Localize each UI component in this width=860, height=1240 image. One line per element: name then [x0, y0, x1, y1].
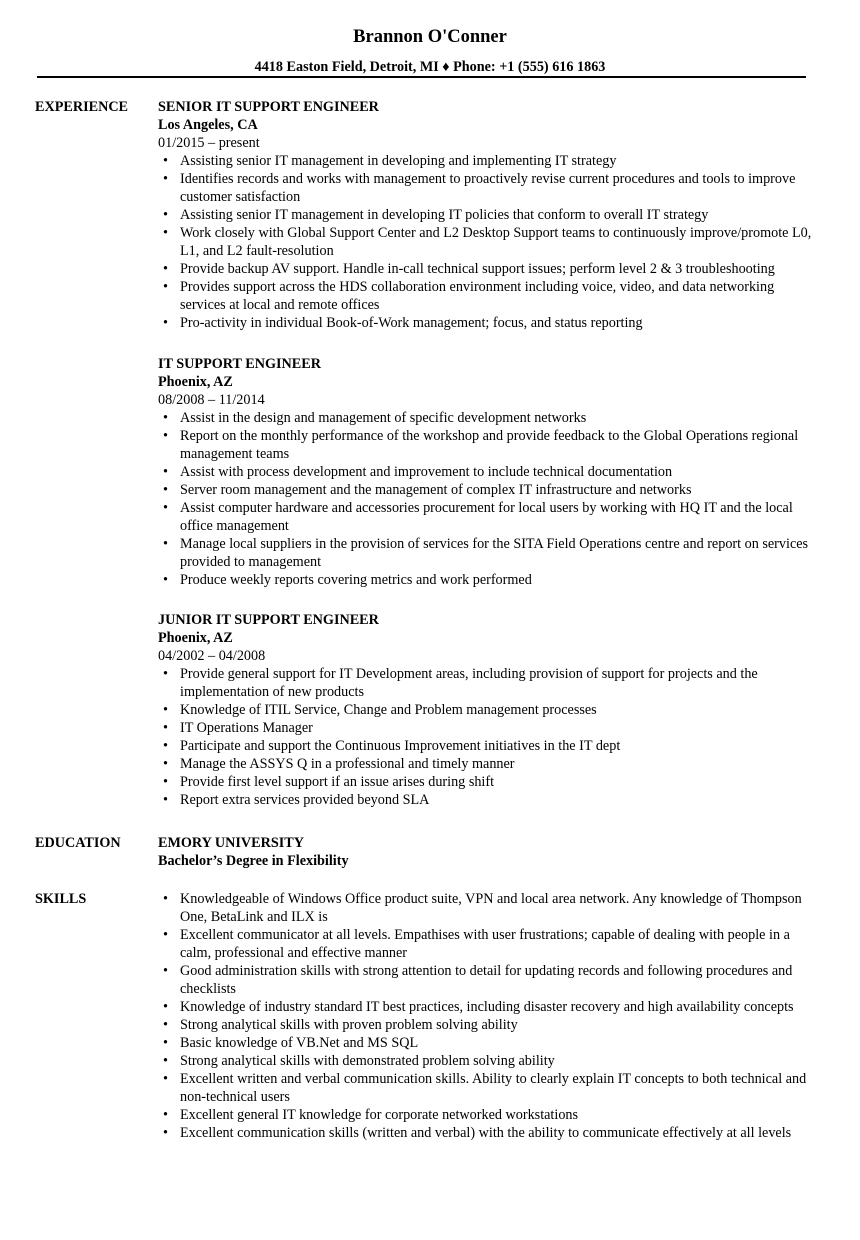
job-location: Phoenix, AZ	[158, 630, 233, 646]
list-item: • Assisting senior IT management in developing and implementing IT strategy	[158, 152, 818, 170]
list-item: • Server room management and the management of complex IT infrastructure and networks	[158, 481, 818, 499]
skills-entry	[158, 890, 818, 1142]
education-entry	[158, 834, 818, 870]
section-label-experience: EXPERIENCE	[35, 99, 129, 115]
contact-line: 4418 Easton Field, Detroit, MI ♦ Phone: +1 (555) 616 1863	[254, 59, 606, 75]
list-item: • Pro-activity in individual Book-of-Work management; focus, and status reporting	[158, 314, 818, 332]
header-divider	[37, 76, 806, 78]
section-label-skills: SKILLS	[35, 891, 87, 907]
list-item: • Strong analytical skills with demonstrated problem solving ability	[158, 1052, 818, 1070]
list-item: • Provide general support for IT Development areas, including provision of support for projects and the implementation of new products	[158, 665, 818, 701]
list-item: • Provide first level support if an issue arises during shift	[158, 773, 818, 791]
list-item: • Provides support across the HDS collaboration environment including voice, video, and data networking services at local and remote offices	[158, 278, 818, 314]
list-item: • Identifies records and works with management to proactively revise current procedures and tools to improve customer satisfaction	[158, 170, 818, 206]
list-item: • Excellent written and verbal communication skills. Ability to clearly explain IT concepts to both technical and non-technical users	[158, 1070, 818, 1106]
list-item: • Produce weekly reports covering metrics and work performed	[158, 571, 818, 589]
list-item: • Work closely with Global Support Center and L2 Desktop Support teams to continuously improve/promote L0, L1, and L2 fault-resolution	[158, 224, 818, 260]
candidate-name: Brannon O'Conner	[353, 27, 507, 47]
job-title: SENIOR IT SUPPORT ENGINEER	[158, 99, 379, 115]
list-item: • Assisting senior IT management in developing IT policies that conform to overall IT strategy	[158, 206, 818, 224]
list-item: • Excellent communicator at all levels. Empathises with user frustrations; capable of dealing with people in a calm, professional and effective manner	[158, 926, 818, 962]
job-entry	[158, 98, 818, 332]
list-item: • IT Operations Manager	[158, 719, 818, 737]
list-item: • Knowledge of industry standard IT best practices, including disaster recovery and high availability concepts	[158, 998, 818, 1016]
list-item: • Assist with process development and improvement to include technical documentation	[158, 463, 818, 481]
list-item: • Report on the monthly performance of the workshop and provide feedback to the Global Operations regional management teams	[158, 427, 818, 463]
list-item: • Excellent general IT knowledge for corporate networked workstations	[158, 1106, 818, 1124]
list-item: • Basic knowledge of VB.Net and MS SQL	[158, 1034, 818, 1052]
list-item: • Knowledge of ITIL Service, Change and Problem management processes	[158, 701, 818, 719]
school-name: EMORY UNIVERSITY	[158, 835, 304, 851]
list-item: • Good administration skills with strong attention to detail for updating records and following procedures and checklists	[158, 962, 818, 998]
job-dates: 04/2002 – 04/2008	[158, 648, 266, 664]
job-title: JUNIOR IT SUPPORT ENGINEER	[158, 612, 379, 628]
job-title: IT SUPPORT ENGINEER	[158, 356, 321, 372]
section-label-education: EDUCATION	[35, 835, 121, 851]
list-item: • Assist in the design and management of specific development networks	[158, 409, 818, 427]
list-item: • Manage the ASSYS Q in a professional and timely manner	[158, 755, 818, 773]
job-dates: 01/2015 – present	[158, 135, 260, 151]
list-item: • Participate and support the Continuous Improvement initiatives in the IT dept	[158, 737, 818, 755]
list-item: • Provide backup AV support. Handle in-call technical support issues; perform level 2 & 3 troubleshooting	[158, 260, 818, 278]
job-entry	[158, 611, 818, 809]
job-bullets	[158, 665, 818, 809]
job-location: Phoenix, AZ	[158, 374, 233, 390]
job-entry	[158, 355, 818, 589]
degree: Bachelor’s Degree in Flexibility	[158, 853, 349, 869]
list-item: • Assist computer hardware and accessories procurement for local users by working with HQ IT and the local office management	[158, 499, 818, 535]
list-item: • Excellent communication skills (written and verbal) with the ability to communicate effectively at all levels	[158, 1124, 818, 1142]
list-item: • Report extra services provided beyond SLA	[158, 791, 818, 809]
list-item: • Strong analytical skills with proven problem solving ability	[158, 1016, 818, 1034]
list-item: • Knowledgeable of Windows Office product suite, VPN and local area network. Any knowledge of Thompson One, BetaLink and ILX is	[158, 890, 818, 926]
job-bullets	[158, 152, 818, 332]
job-location: Los Angeles, CA	[158, 117, 258, 133]
list-item: • Manage local suppliers in the provision of services for the SITA Field Operations centre and report on services provided to management	[158, 535, 818, 571]
skills-list	[158, 890, 818, 1142]
job-bullets	[158, 409, 818, 589]
job-dates: 08/2008 – 11/2014	[158, 392, 265, 408]
